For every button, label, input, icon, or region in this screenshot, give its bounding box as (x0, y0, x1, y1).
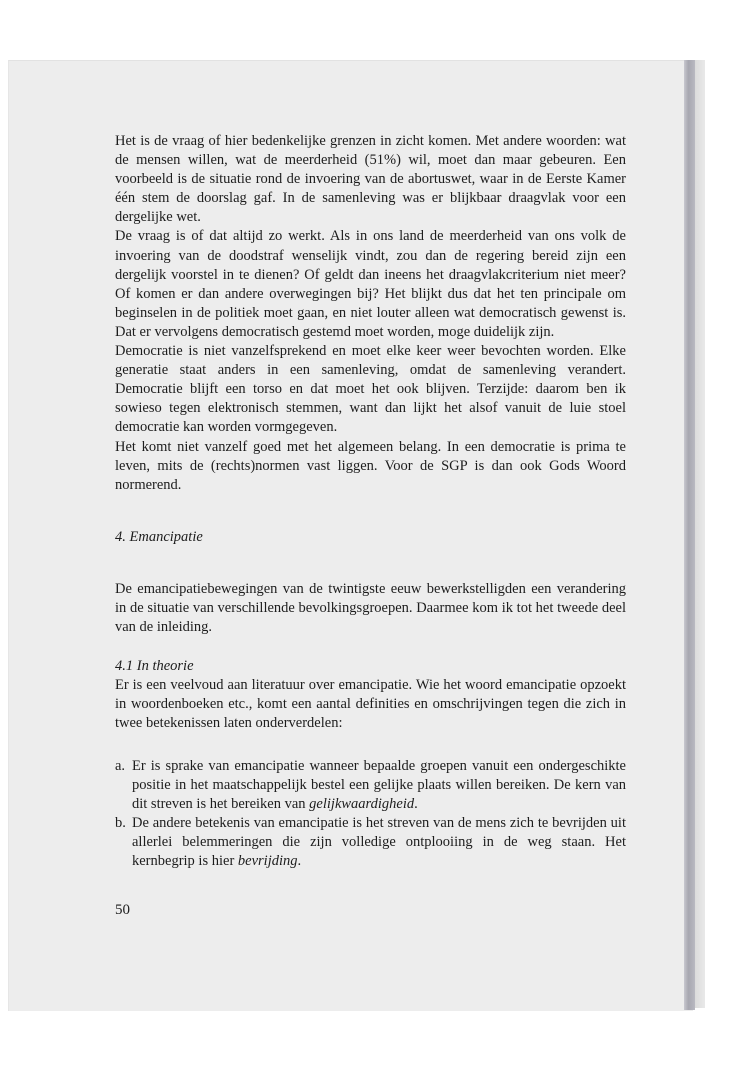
list-item-end: . (297, 853, 302, 869)
paragraph: De vraag is of dat altijd zo werkt. Als in ons land de meerderheid van ons volk de invoering van de doodstraf wenselijk vindt, zou dan de regering bereid zijn een dergelijk voorstel in te dienen? Of geldt dan ineens het draagvlakcriterium niet meer? Of komen er dan andere overwegingen bij? Het blijkt dus dat het ten principale om beginselen in de politiek moet gaan, en niet louter alleen wat democratisch gewenst is. Dat er vervolgens democratisch gestemd moet worden, moge duidelijk zijn. (115, 228, 626, 340)
body-text (115, 132, 626, 871)
page-spine-shadow (684, 60, 695, 1010)
paragraph: Het is de vraag of hier bedenkelijke grenzen in zicht komen. Met andere woorden: wat de mensen willen, wat de meerderheid (51%) wil, moet dan maar gebeuren. Een voorbeeld is de situatie rond de invoering van de abortuswet, waar in de Eerste Kamer één stem de doorslag gaf. In de samenleving was er blijkbaar draagvlak voor een dergelijke wet. (115, 133, 626, 226)
paragraph: Democratie is niet vanzelfsprekend en moet elke keer weer bevochten worden. Elke generatie staat anders in een samenleving, omdat de samenleving verandert. Democratie blijft een torso en dat moet het ook blijven. Terzijde: daarom ben ik sowieso tegen elektronisch stemmen, want dan lijkt het alsof vanuit de luie stoel democratie kan worden vormgegeven. (115, 343, 626, 436)
page-number: 50 (115, 902, 130, 918)
list-item-end: . (414, 795, 418, 812)
spacer (115, 734, 626, 757)
list-item-text: De andere betekenis van emancipatie is het streven van de mens zich te bevrijden uit allerlei belemmeringen die zijn volledige ontplooiing in de weg staan. Het kernbegrip is hier (132, 814, 626, 869)
section-heading-emancipatie: 4. Emancipatie (115, 528, 203, 545)
spacer (115, 547, 626, 580)
paragraph: Er is een veelvoud aan literatuur over emancipatie. Wie het woord emancipatie opzoekt in woordenboeken etc., komt een aantal definities en omschrijvingen tegen die zich in twee betekenissen laten onderverdelen: (115, 677, 626, 732)
emphasis-term: gelijkwaardigheid (309, 795, 415, 812)
list-item-text: Er is sprake van emancipatie wanneer bepaalde groepen vanuit een ondergeschikte positie in het maatschappelijk bestel een gelijke plaats willen bereiken. De kern van dit streven is het bereiken van (132, 757, 626, 812)
emphasis-term: bevrijding (237, 853, 298, 869)
paragraph: De emancipatiebewegingen van de twintigste eeuw bewerkstelligden een verandering in de situatie van verschillende bevolkingsgroepen. Daarmee kom ik tot het tweede deel van de inleiding. (115, 580, 626, 636)
list-marker: a. (115, 757, 126, 774)
list-item (115, 757, 626, 814)
definition-list (115, 757, 626, 872)
paragraph: Het komt niet vanzelf goed met het algemeen belang. In een democratie is prima te leven, mits de (rechts)normen vast liggen. Voor de SGP is dan ook Gods Woord normerend. (115, 438, 626, 493)
subsection-heading-in-theorie: 4.1 In theorie (115, 658, 194, 675)
spacer (115, 637, 626, 657)
spacer (115, 495, 626, 528)
list-marker: b. (115, 814, 126, 831)
page-edge (695, 60, 705, 1008)
list-item (115, 814, 626, 871)
